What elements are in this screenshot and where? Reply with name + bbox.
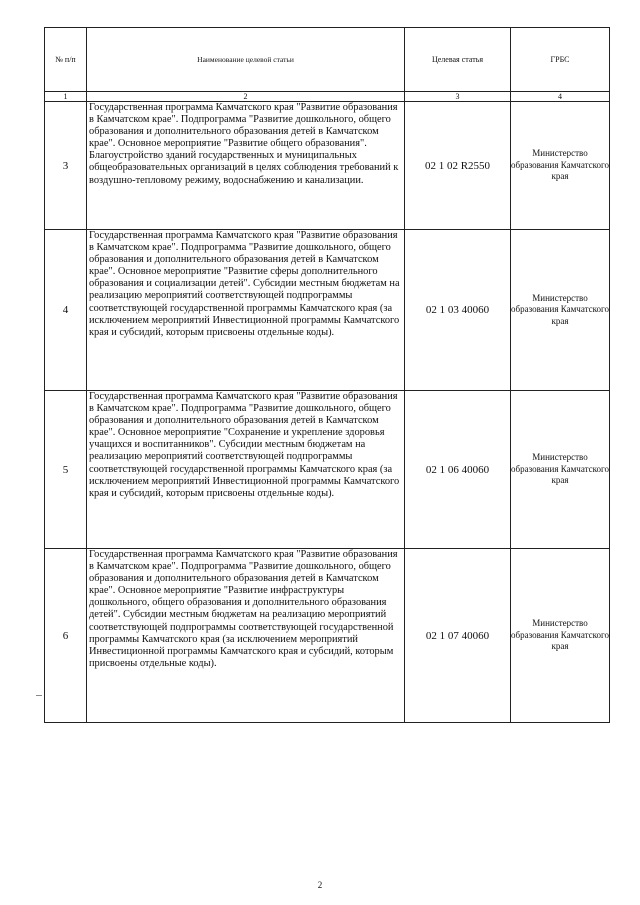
row-code: 02 1 07 40060 bbox=[405, 549, 511, 723]
header-row bbox=[45, 28, 610, 92]
row-grbs: Министерство образования Камчатского края bbox=[511, 102, 610, 230]
table-row bbox=[45, 230, 610, 391]
column-number-1: 1 bbox=[45, 92, 87, 102]
column-number-row bbox=[45, 92, 610, 102]
row-name: Государственная программа Камчатского края "Развитие образования в Камчатском крае". Подпрограмма "Развитие дошкольного, общего образования и дополнительного образования детей в Камчатском крае". Основное мероприятие "Развитие сферы дополнительного образования и социализации детей". Субсидии местным бюджетам на реализацию мероприятий соответствующей подпрограммы соответствующей государственной программы Камчатского края (за исключением мероприятий Инвестиционной программы Камчатского края и субсидий, которым присвоены отдельные коды). bbox=[87, 230, 405, 391]
row-num: 3 bbox=[45, 102, 87, 230]
row-grbs: Министерство образования Камчатского края bbox=[511, 391, 610, 549]
page-number: 2 bbox=[317, 880, 323, 890]
row-grbs: Министерство образования Камчатского края bbox=[511, 549, 610, 723]
row-num: 5 bbox=[45, 391, 87, 549]
header-num: № п/п bbox=[45, 28, 87, 92]
header-grbs: ГРБС bbox=[511, 28, 610, 92]
header-code: Целевая статья bbox=[405, 28, 511, 92]
column-number-2: 2 bbox=[87, 92, 405, 102]
scan-mark bbox=[36, 695, 42, 696]
row-code: 02 1 03 40060 bbox=[405, 230, 511, 391]
row-name: Государственная программа Камчатского края "Развитие образования в Камчатском крае". Подпрограмма "Развитие дошкольного, общего образования и дополнительного образования детей в Камчатском крае". Основное мероприятие "Сохранение и укрепление здоровья учащихся и воспитанников". Субсидии местным бюджетам на реализацию мероприятий соответствующей подпрограммы соответствующей государственной программы Камчатского края (за исключением мероприятий Инвестиционной программы Камчатского края и субсидий, которым присвоены отдельные коды). bbox=[87, 391, 405, 549]
row-grbs: Министерство образования Камчатского края bbox=[511, 230, 610, 391]
column-number-3: 3 bbox=[405, 92, 511, 102]
table-row bbox=[45, 549, 610, 723]
row-num: 4 bbox=[45, 230, 87, 391]
row-name: Государственная программа Камчатского края "Развитие образования в Камчатском крае". Подпрограмма "Развитие дошкольного, общего образования и дополнительного образования детей в Камчатском крае". Основное мероприятие "Развитие инфраструктуры дошкольного, общего образования и дополнительного образования детей". Субсидии местным бюджетам на реализацию мероприятий соответствующей подпрограммы соответствующей государственной программы Камчатского края (за исключением мероприятий Инвестиционной программы Камчатского края и субсидий, которым присвоены отдельные коды). bbox=[87, 549, 405, 723]
row-code: 02 1 02 R2550 bbox=[405, 102, 511, 230]
row-num: 6 bbox=[45, 549, 87, 723]
column-number-4: 4 bbox=[511, 92, 610, 102]
row-code: 02 1 06 40060 bbox=[405, 391, 511, 549]
table-row bbox=[45, 102, 610, 230]
row-name: Государственная программа Камчатского края "Развитие образования в Камчатском крае". Подпрограмма "Развитие дошкольного, общего образования и дополнительного образования детей в Камчатском крае". Основное мероприятие "Развитие общего образования". Благоустройство зданий государственных и муниципальных общеобразовательных организаций в целях соблюдения требований к воздушно-тепловому режиму, водоснабжению и канализации. bbox=[87, 102, 405, 230]
header-name: Наименование целевой статьи bbox=[87, 28, 405, 92]
table-row bbox=[45, 391, 610, 549]
target-articles-table bbox=[44, 27, 610, 723]
